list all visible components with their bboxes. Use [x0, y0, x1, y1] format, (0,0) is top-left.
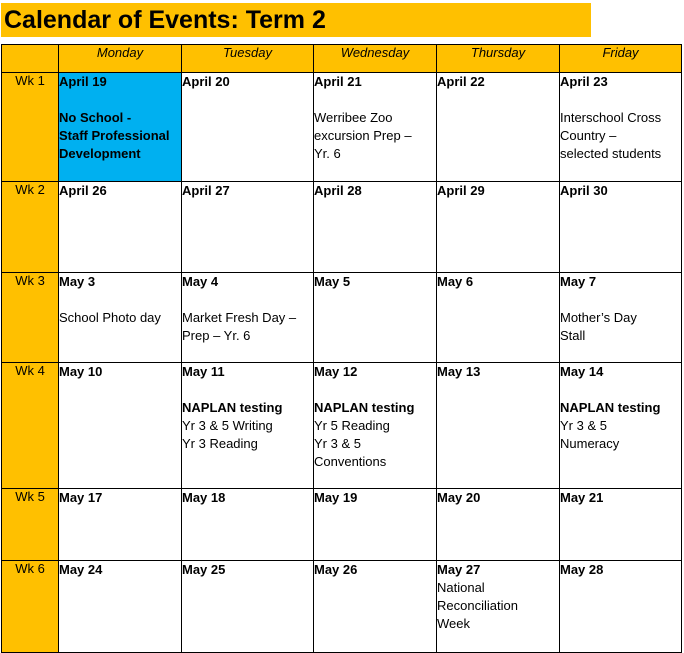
week-row — [2, 561, 682, 653]
event-line: Numeracy — [560, 436, 620, 451]
cell-date: April 19 — [59, 74, 107, 89]
week-row — [2, 363, 682, 489]
cell-date: May 25 — [182, 562, 226, 577]
event-heading: NAPLAN testing — [560, 400, 661, 415]
event-line: Market Fresh Day – — [182, 310, 297, 325]
cell-date: April 30 — [560, 183, 608, 198]
event-line: National — [437, 580, 485, 595]
week-label: Wk 3 — [2, 273, 59, 363]
day-cell — [560, 561, 682, 653]
spacer — [314, 91, 436, 109]
day-cell — [182, 182, 314, 273]
day-cell — [314, 273, 437, 363]
event-line: Conventions — [314, 454, 387, 469]
event-line: Country – — [560, 128, 617, 143]
day-header-row — [2, 45, 682, 73]
day-cell — [437, 363, 560, 489]
event-line: Interschool Cross — [560, 110, 662, 125]
cell-date: May 24 — [59, 562, 103, 577]
cell-date: May 6 — [437, 274, 474, 289]
day-cell — [437, 561, 560, 653]
event-line: Yr 3 Reading — [182, 436, 258, 451]
day-cell — [314, 73, 437, 182]
day-cell — [182, 561, 314, 653]
spacer — [59, 291, 181, 309]
week-row — [2, 489, 682, 561]
event-line: Development — [59, 146, 141, 161]
event-line: Yr 3 & 5 Writing — [182, 418, 273, 433]
cell-date: May 13 — [437, 364, 481, 379]
day-cell — [59, 182, 182, 273]
spacer — [182, 381, 313, 399]
spacer — [560, 381, 681, 399]
cell-date: April 20 — [182, 74, 230, 89]
cell-date: May 12 — [314, 364, 358, 379]
event-line: selected students — [560, 146, 662, 161]
week-row — [2, 182, 682, 273]
spacer — [59, 91, 181, 109]
cell-date: May 5 — [314, 274, 351, 289]
cell-date: April 26 — [59, 183, 107, 198]
day-cell — [560, 273, 682, 363]
cell-date: May 19 — [314, 490, 358, 505]
event-line: No School - — [59, 110, 132, 125]
day-cell — [314, 489, 437, 561]
event-line: Werribee Zoo — [314, 110, 393, 125]
week-label: Wk 2 — [2, 182, 59, 273]
cell-date: May 4 — [182, 274, 219, 289]
event-heading: NAPLAN testing — [314, 400, 415, 415]
day-header-tuesday: Tuesday — [182, 45, 314, 73]
cell-date: May 11 — [182, 364, 225, 379]
event-line: Yr 3 & 5 — [560, 418, 607, 433]
spacer — [314, 381, 436, 399]
cell-date: May 7 — [560, 274, 597, 289]
event-line: Week — [437, 616, 470, 631]
cell-date: May 3 — [59, 274, 96, 289]
event-line: Reconciliation — [437, 598, 518, 613]
spacer — [560, 91, 681, 109]
day-cell — [59, 73, 182, 182]
title-banner — [1, 3, 591, 37]
cell-date: May 17 — [59, 490, 103, 505]
day-cell — [182, 73, 314, 182]
day-cell — [314, 561, 437, 653]
day-header-thursday: Thursday — [437, 45, 560, 73]
event-line: Mother’s Day — [560, 310, 637, 325]
week-row — [2, 73, 682, 182]
cell-date: May 20 — [437, 490, 481, 505]
day-cell — [182, 273, 314, 363]
cell-date: May 14 — [560, 364, 604, 379]
cell-date: April 27 — [182, 183, 230, 198]
cell-date: April 23 — [560, 74, 608, 89]
event-line: Stall — [560, 328, 586, 343]
event-line: School Photo day — [59, 310, 161, 325]
event-line: excursion Prep – — [314, 128, 412, 143]
cell-date: April 29 — [437, 183, 485, 198]
cell-date: May 27 — [437, 562, 481, 577]
day-cell — [560, 182, 682, 273]
event-line: Prep – Yr. 6 — [182, 328, 251, 343]
cell-date: April 22 — [437, 74, 485, 89]
day-cell — [314, 182, 437, 273]
day-cell — [560, 363, 682, 489]
week-label: Wk 6 — [2, 561, 59, 653]
cell-date: April 21 — [314, 74, 362, 89]
day-cell — [314, 363, 437, 489]
calendar-table — [1, 44, 682, 653]
day-header-friday: Friday — [560, 45, 682, 73]
day-cell — [437, 489, 560, 561]
day-cell — [182, 363, 314, 489]
week-label: Wk 4 — [2, 363, 59, 489]
calendar-body — [2, 73, 682, 653]
week-label: Wk 1 — [2, 73, 59, 182]
day-cell — [437, 182, 560, 273]
day-cell — [59, 363, 182, 489]
event-line: Yr. 6 — [314, 146, 341, 161]
day-cell — [437, 273, 560, 363]
corner-cell — [2, 45, 59, 73]
cell-date: May 28 — [560, 562, 604, 577]
event-line: Yr 5 Reading — [314, 418, 390, 433]
day-cell — [560, 73, 682, 182]
day-cell — [560, 489, 682, 561]
day-cell — [182, 489, 314, 561]
event-line: Yr 3 & 5 — [314, 436, 361, 451]
event-line: Staff Professional — [59, 128, 170, 143]
cell-date: April 28 — [314, 183, 362, 198]
page-title: Calendar of Events: Term 2 — [4, 6, 326, 34]
day-header-monday: Monday — [59, 45, 182, 73]
day-cell — [59, 561, 182, 653]
cell-date: May 10 — [59, 364, 103, 379]
day-cell — [437, 73, 560, 182]
cell-date: May 18 — [182, 490, 226, 505]
week-row — [2, 273, 682, 363]
spacer — [182, 291, 313, 309]
cell-date: May 26 — [314, 562, 358, 577]
day-cell — [59, 273, 182, 363]
day-header-wednesday: Wednesday — [314, 45, 437, 73]
cell-date: May 21 — [560, 490, 604, 505]
spacer — [560, 291, 681, 309]
week-label: Wk 5 — [2, 489, 59, 561]
event-heading: NAPLAN testing — [182, 400, 283, 415]
day-cell — [59, 489, 182, 561]
